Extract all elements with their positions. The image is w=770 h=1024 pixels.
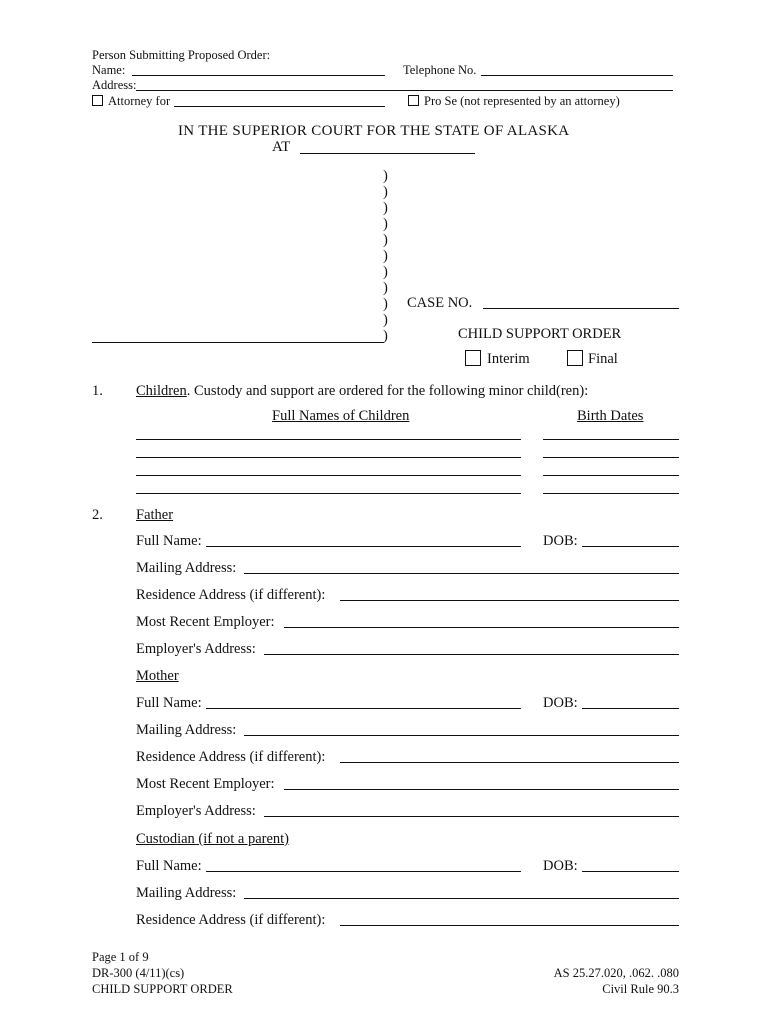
custodian-full-name-field[interactable] (206, 871, 521, 872)
child-name-field[interactable] (136, 493, 521, 494)
attorney-for-label: Attorney for (108, 94, 171, 108)
mother-employer-label: Most Recent Employer: (136, 776, 275, 792)
pro-se-checkbox[interactable] (408, 95, 419, 106)
caption-paren: ) (383, 184, 388, 200)
col-children-names: Full Names of Children (272, 408, 410, 424)
caption-paren: ) (383, 296, 388, 312)
footer-statute: AS 25.27.020, .062. .080 (553, 966, 679, 980)
mother-heading: Mother (136, 668, 179, 684)
children-heading: Children (136, 383, 187, 399)
caption-paren: ) (383, 264, 388, 280)
mother-mailing-field[interactable] (244, 735, 679, 736)
child-name-field[interactable] (136, 439, 521, 440)
custodian-residence-label: Residence Address (if different): (136, 912, 326, 928)
father-employer-address-field[interactable] (264, 654, 679, 655)
father-mailing-label: Mailing Address: (136, 560, 237, 576)
mother-residence-field[interactable] (340, 762, 679, 763)
mother-mailing-label: Mailing Address: (136, 722, 237, 738)
caption-paren: ) (383, 216, 388, 232)
name-field[interactable] (132, 75, 385, 76)
caption-paren: ) (383, 280, 388, 296)
custodian-mailing-label: Mailing Address: (136, 885, 237, 901)
party-name-field[interactable] (92, 342, 384, 343)
custodian-full-name-label: Full Name: (136, 858, 202, 874)
custodian-residence-field[interactable] (340, 925, 679, 926)
father-dob-field[interactable] (582, 546, 679, 547)
interim-label: Interim (487, 351, 530, 367)
mother-dob-label: DOB: (543, 695, 578, 711)
caption-paren: ) (383, 168, 388, 184)
mother-full-name-label: Full Name: (136, 695, 202, 711)
father-mailing-field[interactable] (244, 573, 679, 574)
child-birth-field[interactable] (543, 457, 679, 458)
final-label: Final (588, 351, 618, 367)
order-title: CHILD SUPPORT ORDER (458, 326, 622, 342)
caption-paren: ) (383, 312, 388, 328)
father-employer-address-label: Employer's Address: (136, 641, 256, 657)
father-residence-field[interactable] (340, 600, 679, 601)
attorney-for-field[interactable] (174, 106, 385, 107)
child-birth-field[interactable] (543, 439, 679, 440)
child-name-field[interactable] (136, 457, 521, 458)
pro-se-label: Pro Se (not represented by an attorney) (424, 94, 620, 108)
footer-form-title: CHILD SUPPORT ORDER (92, 982, 233, 996)
child-name-field[interactable] (136, 475, 521, 476)
caption-paren: ) (383, 248, 388, 264)
children-text: . Custody and support are ordered for the following minor child(ren): (186, 383, 589, 399)
custodian-dob-field[interactable] (582, 871, 679, 872)
court-location-field[interactable] (300, 153, 475, 154)
child-birth-field[interactable] (543, 475, 679, 476)
telephone-field[interactable] (481, 75, 673, 76)
mother-employer-address-label: Employer's Address: (136, 803, 256, 819)
father-employer-label: Most Recent Employer: (136, 614, 275, 630)
mother-dob-field[interactable] (582, 708, 679, 709)
address-label: Address: (92, 78, 137, 92)
child-birth-field[interactable] (543, 493, 679, 494)
section-2-number: 2. (92, 507, 103, 523)
attorney-for-option[interactable] (92, 94, 170, 108)
section-1-intro (136, 383, 588, 400)
court-at-label: AT (272, 139, 291, 155)
custodian-mailing-field[interactable] (244, 898, 679, 899)
father-dob-label: DOB: (543, 533, 578, 549)
caption-paren: ) (383, 232, 388, 248)
telephone-label: Telephone No. (403, 63, 477, 77)
footer-civil-rule: Civil Rule 90.3 (602, 982, 679, 996)
pro-se-option[interactable] (408, 94, 620, 108)
custodian-dob-label: DOB: (543, 858, 578, 874)
mother-employer-field[interactable] (284, 789, 679, 790)
court-title: IN THE SUPERIOR COURT FOR THE STATE OF ALASKA (178, 123, 570, 139)
address-field[interactable] (136, 90, 673, 91)
custodian-heading: Custodian (if not a parent) (136, 831, 290, 847)
attorney-checkbox[interactable] (92, 95, 103, 106)
footer-form-number: DR-300 (4/11)(cs) (92, 966, 185, 980)
case-no-label: CASE NO. (407, 295, 473, 311)
section-1-number: 1. (92, 383, 103, 399)
mother-full-name-field[interactable] (206, 708, 521, 709)
father-full-name-label: Full Name: (136, 533, 202, 549)
interim-checkbox[interactable] (465, 350, 481, 366)
caption-paren: ) (383, 328, 388, 344)
father-employer-field[interactable] (284, 627, 679, 628)
case-no-field[interactable] (483, 308, 679, 309)
caption-paren: ) (383, 200, 388, 216)
col-birth-dates: Birth Dates (577, 408, 644, 424)
father-full-name-field[interactable] (206, 546, 521, 547)
father-residence-label: Residence Address (if different): (136, 587, 326, 603)
mother-employer-address-field[interactable] (264, 816, 679, 817)
person-submitting-label: Person Submitting Proposed Order: (92, 48, 271, 62)
footer-page-number: Page 1 of 9 (92, 950, 149, 964)
name-label: Name: (92, 63, 126, 77)
father-heading: Father (136, 507, 174, 523)
final-checkbox[interactable] (567, 350, 583, 366)
mother-residence-label: Residence Address (if different): (136, 749, 326, 765)
